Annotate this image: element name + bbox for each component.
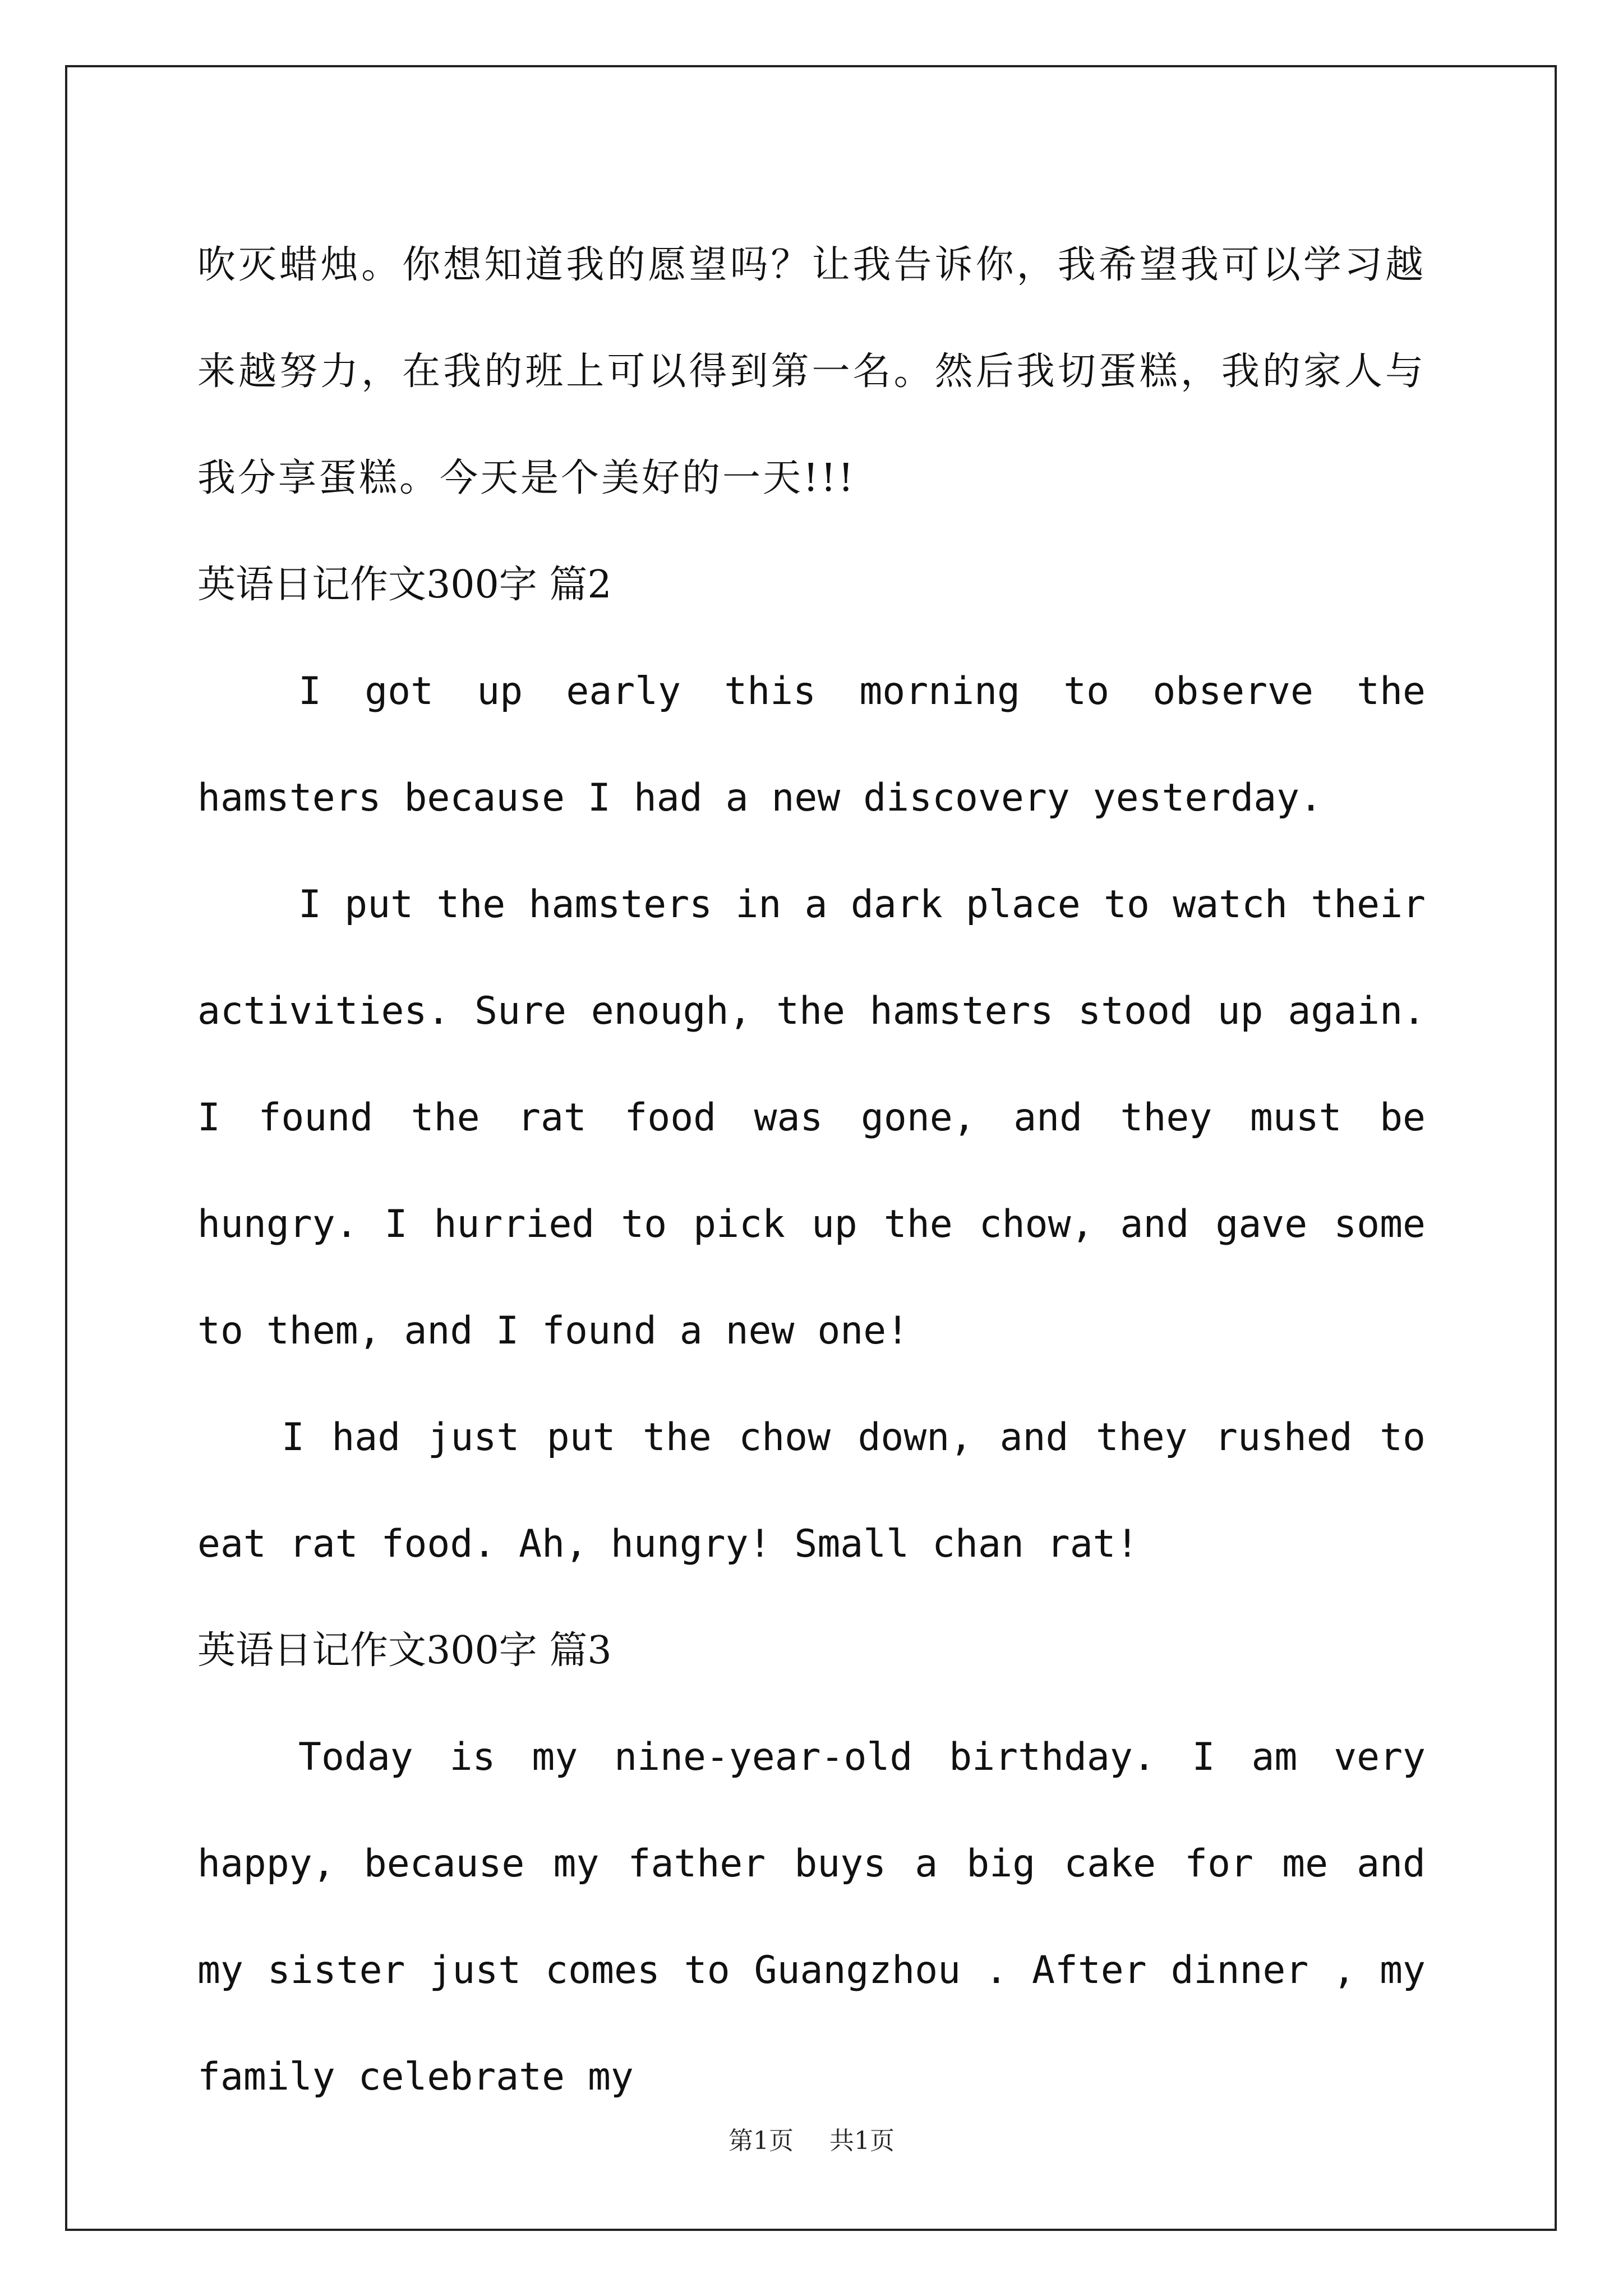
paragraph-2a: I got up early this morning to observe the hamsters because I had a new discovery yesterday. [197, 669, 1426, 820]
document-body [197, 212, 1426, 2131]
page-number: 第1页 [728, 2127, 794, 2155]
page-total: 共1页 [829, 2127, 895, 2155]
paragraph-2c: I had just put the chow down, and they rushed to eat rat food. Ah, hungry! Small chan rat! [197, 1415, 1426, 1566]
page-footer [0, 2120, 1623, 2156]
paragraph-2b: I put the hamsters in a dark place to watch their activities. Sure enough, the hamsters stood up again. I found the rat food was gone, and they must be hungry. I hurried to pick up the chow, and gave some to them, and I found a new one! [197, 882, 1426, 1353]
section-heading-3: 英语日记作文300字 篇3 [197, 1628, 612, 1673]
paragraph-3a: Today is my nine-year-old birthday. I am very happy, because my father buys a big cake for me and my sister just comes to Guangzhou . After dinner , my family celebrate my [197, 1735, 1426, 2099]
paragraph-chinese-intro: 吹灭蜡烛。你想知道我的愿望吗？让我告诉你，我希望我可以学习越来越努力，在我的班上可以得到第一名。然后我切蛋糕，我的家人与我分享蛋糕。今天是个美好的一天!!! [197, 243, 1426, 500]
section-heading-2: 英语日记作文300字 篇2 [197, 563, 612, 607]
